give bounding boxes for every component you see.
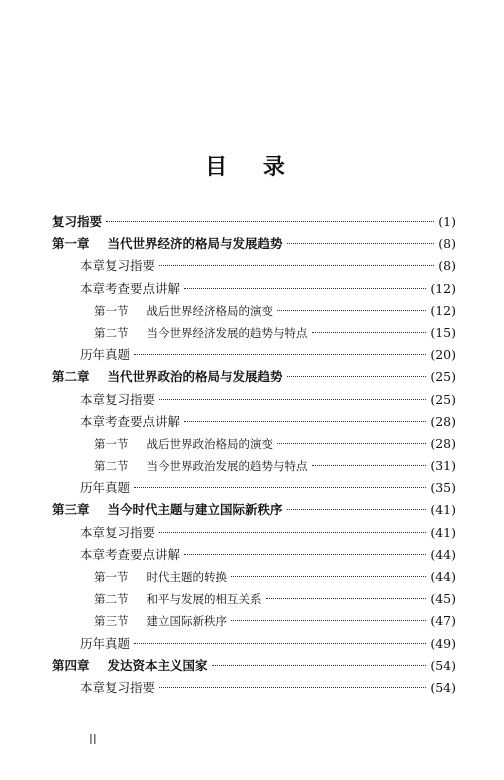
toc-entry-text: 当今世界政治发展的趋势与特点: [146, 459, 308, 474]
toc-entry-page: (49): [430, 635, 456, 651]
dot-leader: [266, 598, 427, 599]
toc-entry-page: (44): [430, 546, 456, 562]
toc-entry-number: 第三节: [94, 614, 129, 629]
toc-entry-page: (31): [430, 458, 456, 474]
toc-entry-page: (12): [430, 302, 456, 318]
toc-entry-text: 建立国际新秩序: [146, 614, 227, 629]
toc-entry-text: 当今世界经济发展的趋势与特点: [146, 325, 308, 340]
dot-leader: [312, 332, 427, 333]
toc-entry[interactable]: [52, 633, 456, 655]
toc-entry-page: (1): [438, 214, 456, 229]
toc-entry-page: (20): [430, 347, 456, 363]
dot-leader: [184, 288, 426, 289]
dot-leader: [312, 465, 427, 466]
toc-entry-number: 第三章: [52, 502, 90, 518]
dot-leader: [159, 399, 426, 400]
toc-entry[interactable]: [52, 499, 456, 521]
toc-entry-page: (54): [430, 657, 456, 673]
toc-entry-page: (54): [430, 679, 456, 695]
toc-entry-text: 战后世界政治格局的演变: [146, 436, 273, 451]
toc-entry[interactable]: [52, 610, 456, 632]
toc-entry-text: 历年真题: [80, 480, 131, 496]
toc-entry-number: 第一节: [94, 303, 129, 318]
toc-entry-number: 第二节: [94, 592, 129, 607]
toc-entry-page: (25): [430, 369, 456, 385]
toc-entry-page: (28): [430, 435, 456, 451]
toc-entry-label: [52, 655, 208, 677]
toc-entry-number: 第一节: [94, 570, 129, 584]
toc-entry-page: (41): [430, 502, 456, 518]
toc-entry[interactable]: [52, 233, 456, 255]
toc-entry[interactable]: [52, 477, 456, 499]
toc-entry-page: (47): [430, 613, 456, 629]
toc-entry-label: [94, 322, 308, 344]
toc-entry-number: 第一节: [94, 436, 129, 451]
dot-leader: [134, 487, 426, 488]
toc-entry[interactable]: [52, 433, 456, 455]
toc-entry[interactable]: [52, 566, 456, 588]
toc-entry[interactable]: [52, 366, 456, 388]
toc-entry-label: [94, 610, 227, 632]
toc-entry-text: 时代主题的转换: [146, 570, 227, 584]
toc-entry-text: 本章考查要点讲解: [80, 546, 181, 562]
dot-leader: [159, 687, 426, 688]
toc-entry[interactable]: [52, 655, 456, 677]
dot-leader: [277, 443, 426, 444]
toc-entry-text: 当代世界政治的格局与发展趋势: [107, 369, 283, 385]
toc-entry[interactable]: [52, 455, 456, 477]
toc-entry-text: 当今时代主题与建立国际新秩序: [107, 502, 283, 518]
toc-entry-label: [80, 677, 155, 699]
toc-entry[interactable]: [52, 522, 456, 544]
toc-entry-label: [80, 477, 130, 499]
dot-leader: [159, 265, 434, 266]
toc-entry[interactable]: [52, 300, 456, 322]
toc-entry[interactable]: [52, 588, 456, 610]
toc-entry-text: 当代世界经济的格局与发展趋势: [107, 236, 283, 252]
toc-entry[interactable]: [52, 344, 456, 366]
toc-entry-text: 发达资本主义国家: [107, 657, 208, 673]
toc-entry[interactable]: [52, 322, 456, 344]
toc-entry[interactable]: [52, 211, 456, 233]
toc-entry-label: [80, 633, 130, 655]
toc-entry-text: 历年真题: [80, 347, 131, 363]
toc-entry-number: 第一章: [52, 236, 90, 252]
toc-entry-label: [94, 566, 227, 588]
toc-entry-label: [80, 255, 155, 277]
toc-entry[interactable]: [52, 255, 456, 277]
dot-leader: [134, 354, 426, 355]
toc-entry-page: (41): [430, 524, 456, 540]
toc-entry-text: 历年真题: [80, 635, 131, 651]
toc-entry-number: 第二节: [94, 459, 129, 474]
page-title: 目 录: [205, 154, 299, 180]
toc-entry-label: [80, 278, 180, 300]
toc-entry-text: 战后世界经济格局的演变: [146, 303, 273, 318]
toc-entry-label: [80, 389, 155, 411]
toc-entry-label: [80, 544, 180, 566]
toc-entry[interactable]: [52, 389, 456, 411]
toc-entry-number: 第二节: [94, 325, 129, 340]
toc-entry-page: (44): [430, 569, 456, 584]
toc-entry[interactable]: [52, 411, 456, 433]
toc-entry-label: [80, 522, 155, 544]
dot-leader: [231, 620, 426, 621]
dot-leader: [159, 532, 426, 533]
toc-entry-number: 第二章: [52, 369, 90, 385]
toc-entry-text: 本章复习指要: [80, 679, 156, 695]
toc-entry-number: 第四章: [52, 657, 90, 673]
toc-entry-label: [52, 366, 283, 388]
page-number: II: [89, 733, 97, 748]
dot-leader: [231, 576, 426, 577]
toc-entry-label: [94, 455, 308, 477]
toc-entry-label: [52, 499, 283, 521]
toc-entry-label: [80, 344, 130, 366]
toc-entry-page: (25): [430, 391, 456, 407]
toc-entry-label: [52, 233, 283, 255]
dot-leader: [287, 509, 427, 510]
dot-leader: [184, 421, 426, 422]
dot-leader: [287, 243, 435, 244]
toc-entry[interactable]: [52, 278, 456, 300]
toc-entry-page: (45): [430, 591, 456, 607]
toc-entry-label: [80, 411, 180, 433]
toc-entry-page: (12): [430, 280, 456, 296]
dot-leader: [277, 310, 426, 311]
toc-entry-page: (15): [430, 324, 456, 340]
toc-entry-page: (8): [438, 258, 456, 274]
toc-entry-page: (28): [430, 413, 456, 429]
dot-leader: [106, 221, 434, 222]
toc-entry-text: 本章考查要点讲解: [80, 413, 181, 429]
toc-entry-text: 复习指要: [52, 214, 103, 229]
toc-entry-page: (8): [438, 236, 456, 252]
toc-entry-page: (35): [430, 480, 456, 496]
toc-entry[interactable]: [52, 677, 456, 699]
toc-entry[interactable]: [52, 544, 456, 566]
toc-entry-text: 本章考查要点讲解: [80, 280, 181, 296]
toc-entry-text: 和平与发展的相互关系: [146, 592, 262, 607]
dot-leader: [134, 643, 426, 644]
dot-leader: [287, 376, 427, 377]
toc-entry-label: [52, 211, 102, 233]
toc-entry-text: 本章复习指要: [80, 391, 156, 407]
dot-leader: [184, 554, 426, 555]
toc-entry-label: [94, 433, 273, 455]
toc-entry-label: [94, 300, 273, 322]
toc-entry-text: 本章复习指要: [80, 258, 156, 274]
toc-entry-label: [94, 588, 262, 610]
dot-leader: [212, 665, 427, 666]
toc-entry-text: 本章复习指要: [80, 524, 156, 540]
table-of-contents: [52, 211, 456, 699]
